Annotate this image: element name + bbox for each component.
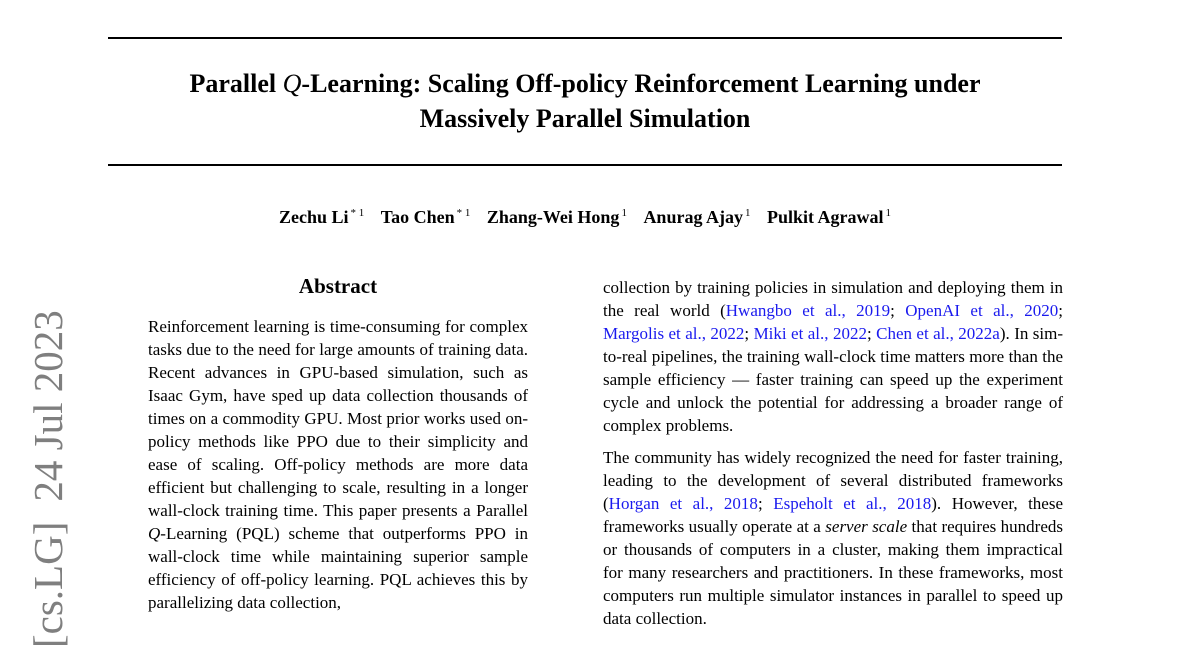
abstract-heading: Abstract — [298, 274, 378, 298]
intro-paragraph-2: The community has widely recognized the need for faster training, leading to the development of several distributed frameworks (Horgan et al., 2018; Espeholt et al., 2018). However, these frameworks usually operate at a server scale that requires hundreds or thousands of computers in a cluster, making them impractical for many researchers and practitioners. In these frameworks, most computers run multiple simulator instances in parallel to speed up data collection. — [603, 448, 1064, 628]
citation-link[interactable]: Espeholt et al., 2018 — [773, 494, 932, 513]
title-bottom-rule — [108, 164, 1062, 166]
author-list — [108, 207, 1062, 228]
author-affiliation-mark: 1 — [885, 207, 891, 219]
title-q-symbol: Q — [282, 69, 302, 98]
citation-link[interactable]: OpenAI et al., 2020 — [905, 301, 1059, 320]
author-affiliation-mark: * 1 — [350, 207, 365, 219]
author: Tao Chen $^{* 1}$ — [380, 207, 471, 227]
paper-title — [108, 66, 1062, 136]
arxiv-date: 24 Jul 2023 — [25, 310, 71, 502]
citation-link[interactable]: Horgan et al., 2018 — [608, 494, 758, 513]
abstract-text: Reinforcement learning is time-consuming for complex tasks due to the need for large amounts of training data. Recent advances in GPU-based simulation, such as Isaac Gym, have sped up data collection thousands of times on a commodity GPU. Most prior works used on-policy methods like PPO due to their simplicity and ease of scaling. Off-policy methods are more data efficient but challenging to scale, resulting in a longer wall-clock training time. This paper presents a Parallel Q-Learning (PQL) scheme that outperforms PPO in wall-clock time while maintaining superior sample efficiency of off-policy learning. PQL achieves this by parallelizing data collection, — [148, 317, 528, 612]
title-line-2: Massively Parallel Simulation — [419, 104, 751, 133]
arxiv-category: [cs.LG] — [25, 521, 71, 648]
abstract-q-symbol: Q — [148, 524, 161, 543]
title-top-rule — [108, 37, 1062, 39]
author: Pulkit Agrawal $^1$ — [766, 207, 891, 227]
author: Anurag Ajay $^1$ — [643, 207, 751, 227]
author: Zechu Li $^{* 1}$ — [279, 207, 365, 227]
citation-link[interactable]: Chen et al., 2022a — [876, 324, 1000, 343]
title-line-1: Parallel Q-Learning: Scaling Off-policy Reinforcement Learning under — [189, 69, 981, 98]
emphasis-server-scale: server scale — [825, 517, 908, 536]
intro-paragraph-1: collection by training policies in simulation and deploying them in the real world (Hwangbo et al., 2019; OpenAI et al., 2020; Margolis et al., 2022; Miki et al., 2022; Chen et al., 2022a). In sim-to-real pipelines, the training wall-clock time matters more than the sample efficiency — faster training can speed up the experiment cycle and unlock the potential for addressing a broader range of complex problems. — [603, 278, 1064, 435]
author-affiliation-mark: * 1 — [456, 207, 471, 219]
author-affiliation-mark: 1 — [744, 207, 751, 219]
citation-link[interactable]: Hwangbo et al., 2019 — [725, 301, 891, 320]
arxiv-stamp — [26, 310, 70, 648]
author-affiliation-mark: 1 — [621, 207, 627, 219]
citation-link[interactable]: Miki et al., 2022 — [753, 324, 867, 343]
citation-link[interactable]: Margolis et al., 2022 — [603, 324, 745, 343]
intro-column — [603, 276, 1063, 630]
author: Zhang-Wei Hong $^1$ — [486, 207, 627, 227]
